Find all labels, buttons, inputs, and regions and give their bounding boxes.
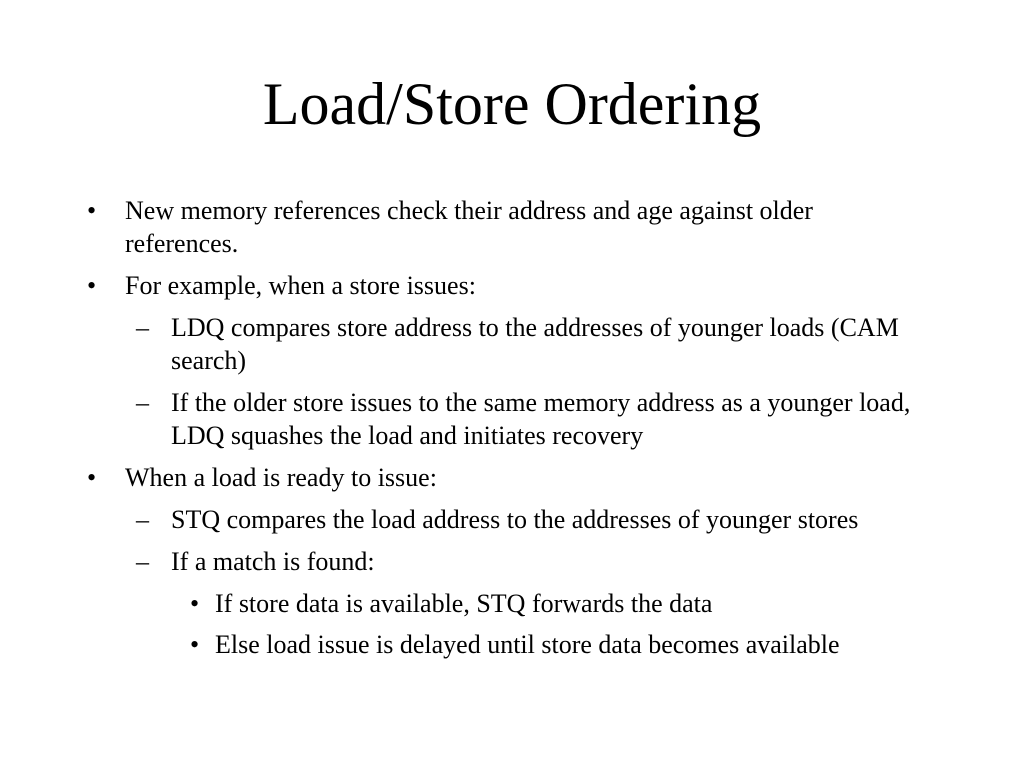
bullet-item [0,194,890,260]
sub-bullet-text: If the older store issues to the same memory address as a younger load, LDQ squashes the load and initiates recovery [171,388,911,450]
bullet-marker: • [87,463,97,492]
bullet-item [0,269,890,302]
sub-sub-bullet-item [0,628,875,661]
dash-marker: – [136,313,149,342]
bullet-marker: • [190,589,200,618]
bullet-marker: • [190,630,200,659]
sub-bullet-item [0,386,921,452]
bullet-text: For example, when a store issues: [125,271,476,300]
sub-bullet-item [0,503,921,536]
sub-sub-bullet-text: Else load issue is delayed until store data becomes available [215,630,840,659]
sub-sub-bullet-item [0,587,875,620]
sub-bullet-text: STQ compares the load address to the addresses of younger stores [171,505,859,534]
bullet-list [0,194,1024,669]
dash-marker: – [136,505,149,534]
sub-bullet-text: If a match is found: [171,547,375,576]
bullet-item [0,461,890,494]
bullet-marker: • [87,196,97,225]
sub-bullet-text: LDQ compares store address to the addresses of younger loads (CAM search) [171,313,899,375]
sub-sub-bullet-text: If store data is available, STQ forwards the data [215,589,713,618]
dash-marker: – [136,547,149,576]
bullet-text: When a load is ready to issue: [125,463,437,492]
bullet-marker: • [87,271,97,300]
slide-title: Load/Store Ordering [262,71,762,137]
sub-bullet-item [0,311,921,377]
sub-bullet-item [0,545,921,578]
dash-marker: – [136,388,149,417]
bullet-text: New memory references check their address and age against older references. [125,196,813,258]
